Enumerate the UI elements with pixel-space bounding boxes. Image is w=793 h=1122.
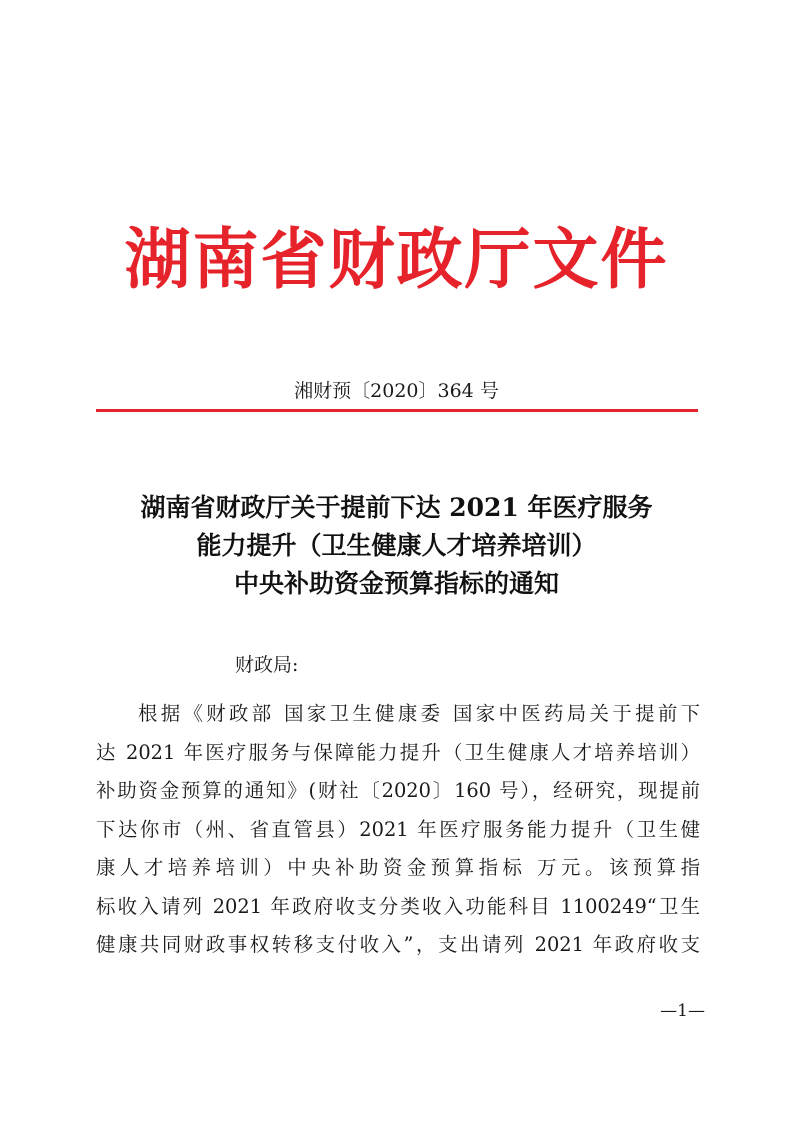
body-line-4: 下达你市（州、省直管县）2021 年医疗服务能力提升（卫生健 [96,817,700,841]
body-line-3: 补助资金预算的通知》(财社〔2020〕160 号），经研究，现提前 [96,779,700,802]
page-number: —1— [660,1001,705,1021]
issuing-authority-header: 湖南省财政厅文件 [124,220,669,298]
document-title-line-1: 湖南省财政厅关于提前下达 2021 年医疗服务 [140,493,653,522]
body-paragraph [96,695,700,965]
body-line-6: 标收入请列 2021 年政府收支分类收入功能科目 1100249“卫生 [96,894,700,918]
body-line-7: 健康共同财政事权转移支付收入”，支出请列 2021 年政府收支 [96,933,700,956]
body-line-5: 康人才培养培训）中央补助资金预算指标 万元。该预算指 [96,856,700,879]
document-number: 湘财预〔2020〕364 号 [294,380,499,402]
body-line-1: 根据《财政部 国家卫生健康委 国家中医药局关于提前下 [138,702,700,725]
salutation: 财政局: [235,654,299,676]
document-title-line-3: 中央补助资金预算指标的通知 [233,569,559,598]
document-title [60,489,733,603]
body-line-2: 达 2021 年医疗服务与保障能力提升（卫生健康人才培养培训） [96,740,700,764]
header-red-rule [96,409,698,412]
document-title-line-2: 能力提升（卫生健康人才培养培训） [196,531,597,560]
